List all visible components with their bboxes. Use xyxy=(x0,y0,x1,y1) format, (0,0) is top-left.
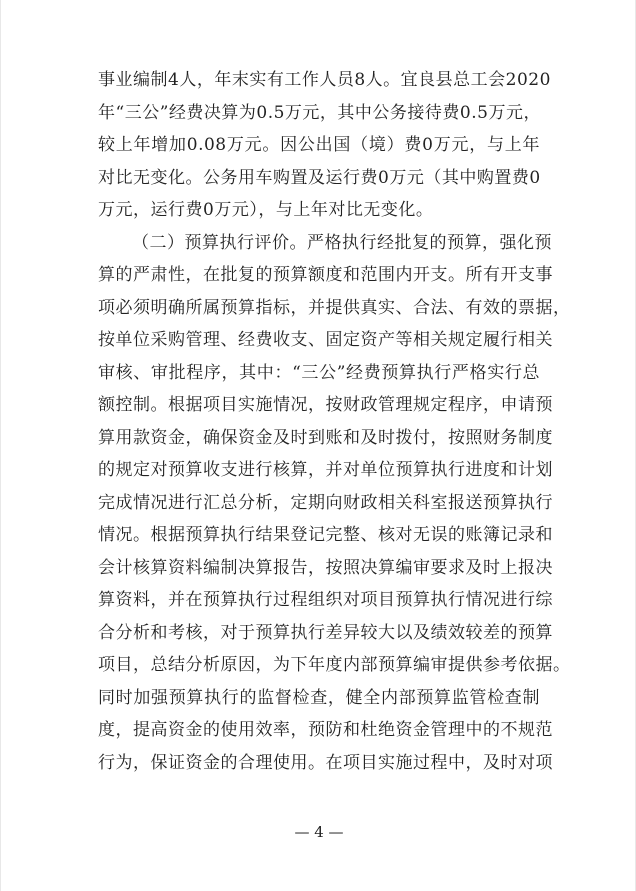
text-line: 行为，保证资金的合理使用。在项目实施过程中，及时对项 xyxy=(98,752,553,773)
text-line: 度，提高资金的使用效率，预防和杜绝资金管理中的不规范 xyxy=(98,720,553,740)
text-line: 的规定对预算收支进行核算，并对单位预算执行进度和计划 xyxy=(98,460,553,480)
text-line: 对比无变化。公务用车购置及运行费0万元（其中购置费0 xyxy=(98,167,541,188)
text-line: 算的严肃性，在批复的预算额度和范围内开支。所有开支事 xyxy=(98,265,553,285)
text-line: 审核、审批程序，其中：“三公”经费预算执行严格实行总 xyxy=(98,362,540,383)
text-line: 年“三公”经费决算为0.5万元，其中公务接待费0.5万元， xyxy=(98,102,541,123)
text-line: 会计核算资料编制决算报告，按照决算编审要求及时上报决 xyxy=(98,557,553,578)
page-number: — 4 — xyxy=(294,823,344,841)
text-line: 项必须明确所属预算指标，并提供真实、合法、有效的票据， xyxy=(98,297,571,318)
text-line: 较上年增加0.08万元。因公出国（境）费0万元，与上年 xyxy=(98,135,540,155)
text-line: 算用款资金，确保资金及时到账和及时拨付，按照财务制度 xyxy=(98,427,553,448)
text-line: 额控制。根据项目实施情况，按财政管理规定程序，申请预 xyxy=(98,395,553,415)
body-text xyxy=(98,64,571,779)
text-line: 完成情况进行汇总分析，定期向财政相关科室报送预算执行 xyxy=(98,492,553,513)
text-line: （二）预算执行评价。严格执行经批复的预算，强化预 xyxy=(132,232,552,253)
text-line: 万元，运行费0万元），与上年对比无变化。 xyxy=(98,200,434,220)
text-line: 情况。根据预算执行结果登记完整、核对无误的账簿记录和 xyxy=(98,525,553,545)
text-line: 按单位采购管理、经费收支、固定资产等相关规定履行相关 xyxy=(98,330,553,350)
text-line: 算资料，并在预算执行过程组织对项目预算执行情况进行综 xyxy=(98,590,553,610)
text-line: 事业编制4人，年末实有工作人员8人。宜良县总工会2020 xyxy=(98,70,551,90)
text-line: 同时加强预算执行的监督检查，健全内部预算监管检查制 xyxy=(98,687,540,708)
text-line: 合分析和考核，对于预算执行差异较大以及绩效较差的预算 xyxy=(98,622,553,643)
text-line: 项目，总结分析原因，为下年度内部预算编审提供参考依据。 xyxy=(98,655,571,675)
